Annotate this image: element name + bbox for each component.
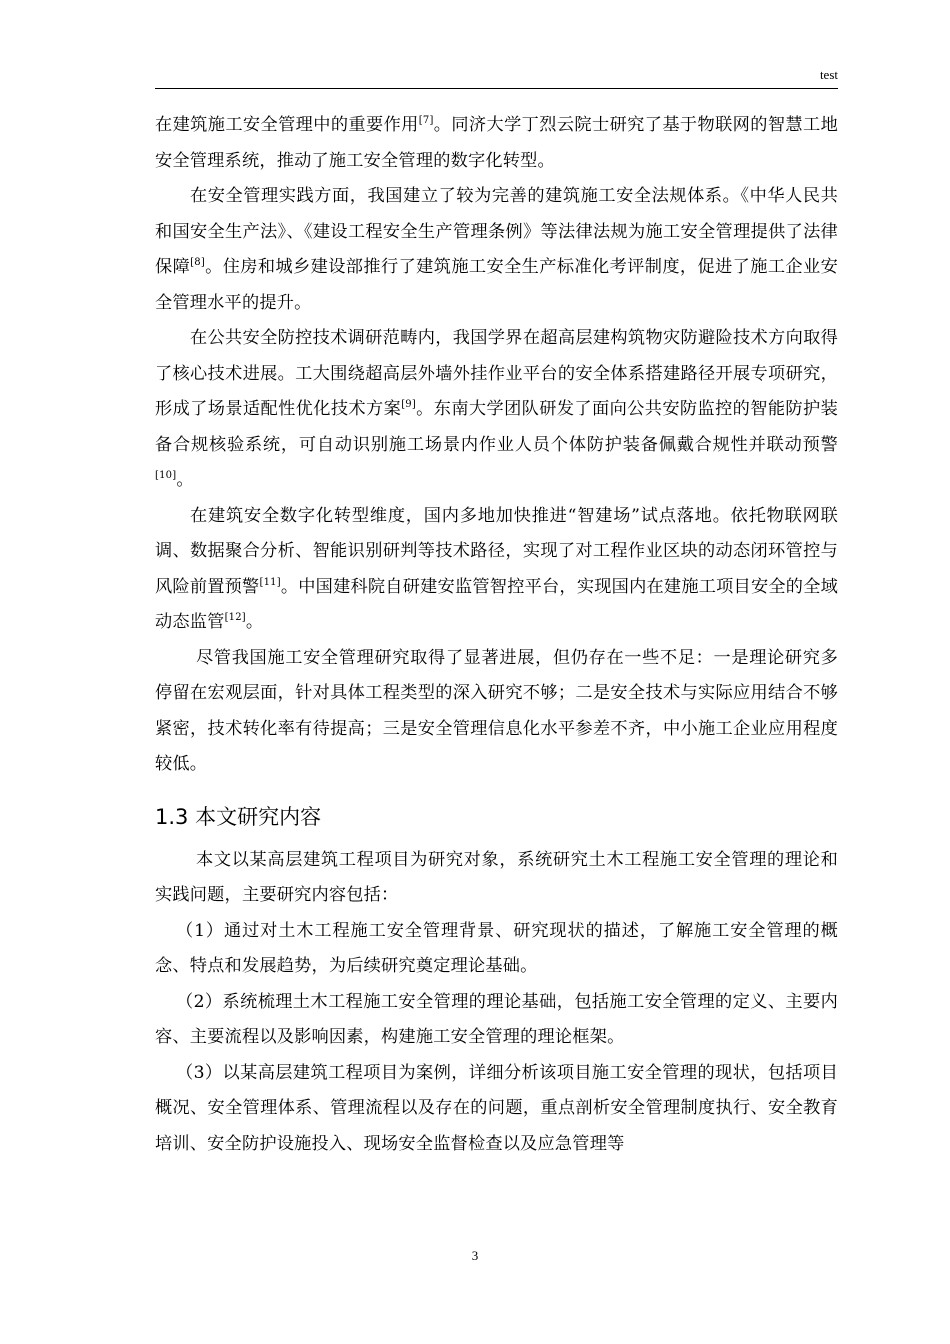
list-item-1: （1）通过对土木工程施工安全管理背景、研究现状的描述，了解施工安全管理的概念、特点和发展趋势，为后续研究奠定理论基础。 bbox=[155, 920, 838, 976]
text-run: 在公共安全防控技术调研范畴内，我国学界在超高层建构筑物灾防避险技术方向取得了核心技术进展。工大围绕超高层外墙外挂作业平台的安全体系搭建路径开展专项研究，形成了场景适配性优化技术方案 bbox=[155, 328, 838, 419]
citation-ref: [9] bbox=[401, 399, 416, 410]
text-run: 。同济大学丁烈云院士研究了基于物联网的智慧工地安全管理系统，推动了施工安全管理的数字化转型。 bbox=[155, 115, 838, 171]
text-run: 。 bbox=[245, 612, 264, 632]
page-header-text: test bbox=[819, 67, 838, 82]
paragraph-1 bbox=[155, 108, 838, 179]
citation-ref: [7] bbox=[418, 115, 434, 126]
list-item-3: （3）以某高层建筑工程项目为案例，详细分析该项目施工安全管理的现状，包括项目概况、安全管理体系、管理流程以及存在的问题，重点剖析安全管理制度执行、安全教育培训、安全防护设施投入、现场安全监督检查以及应急管理等 bbox=[155, 1062, 838, 1154]
text-run: 在安全管理实践方面，我国建立了较为完善的建筑施工安全法规体系。《中华人民共和国安全生产法》、《建设工程安全生产管理条例》等法律法规为施工安全管理提供了法律保障 bbox=[155, 186, 838, 277]
header-rule bbox=[155, 88, 838, 89]
paragraph-3 bbox=[155, 321, 838, 499]
citation-ref: [11] bbox=[259, 576, 281, 588]
text-run: 在建筑安全数字化转型维度，国内多地加快推进“智建场”试点落地。依托物联网联调、数据聚合分析、智能识别研判等技术路径，实现了对工程作业区块的动态闭环管控与风险前置预警 bbox=[155, 505, 838, 597]
list-item-2: （2）系统梳理土木工程施工安全管理的理论基础，包括施工安全管理的定义、主要内容、主要流程以及影响因素，构建施工安全管理的理论框架。 bbox=[155, 991, 838, 1047]
citation-ref: [12] bbox=[224, 612, 246, 623]
paragraph-4 bbox=[155, 499, 838, 641]
text-run: 在建筑施工安全管理中的重要作用 bbox=[155, 115, 419, 135]
text-run: 。东南大学团队研发了面向公共安防监控的智能防护装备合规核验系统，可自动识别施工场景内作业人员个体防护装备佩戴合规性并联动预警 bbox=[155, 399, 838, 455]
citation-ref: [8] bbox=[190, 257, 205, 268]
text-run: 尽管我国施工安全管理研究取得了显著进展，但仍存在一些不足：一是理论研究多停留在宏观层面，针对具体工程类型的深入研究不够；二是安全技术与实际应用结合不够紧密，技术转化率有待提高；三是安全管理信息化水平参差不齐，中小施工企业应用程度较低。 bbox=[155, 647, 838, 774]
page-body bbox=[155, 108, 838, 1162]
section-heading: 1.3 本文研究内容 bbox=[155, 804, 322, 829]
text-run: 。住房和城乡建设部推行了建筑施工安全生产标准化考评制度，促进了施工企业安全管理水平的提升。 bbox=[155, 257, 838, 313]
section-intro: 本文以某高层建筑工程项目为研究对象，系统研究土木工程施工安全管理的理论和实践问题，主要研究内容包括： bbox=[155, 849, 838, 905]
paragraph-2 bbox=[155, 179, 838, 321]
text-run: 。 bbox=[176, 470, 194, 490]
paragraph-5 bbox=[155, 641, 838, 783]
text-run: 。中国建科院自研建安监管智控平台，实现国内在建施工项目安全的全域动态监管 bbox=[155, 576, 839, 632]
page-number: 3 bbox=[471, 1248, 479, 1263]
citation-ref: [10] bbox=[155, 470, 177, 481]
